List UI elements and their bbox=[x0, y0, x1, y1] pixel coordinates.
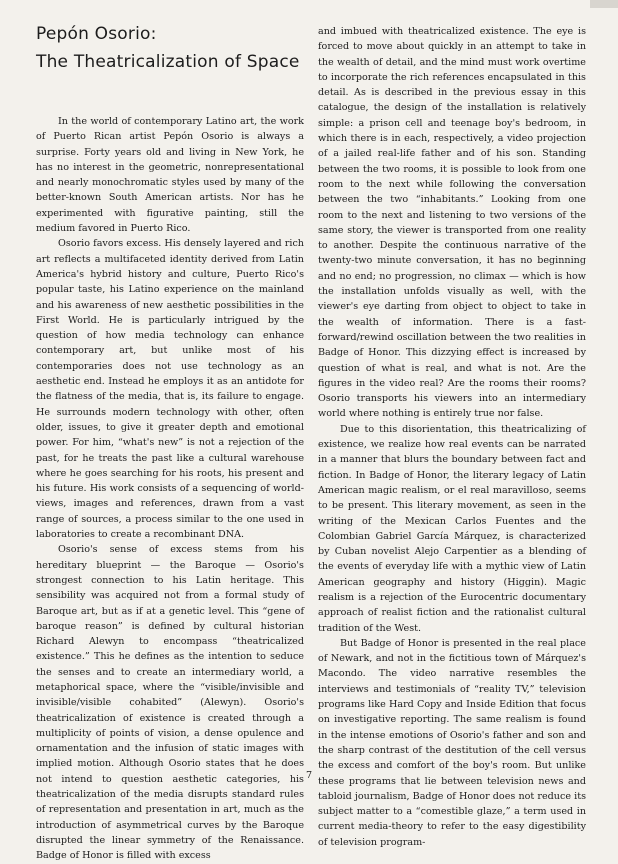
left-column bbox=[36, 22, 304, 864]
paragraph: Due to this disorientation, this theatricalizing of existence, we realize how real events can be narrated in a manner that blurs the boundary between fact and fiction. In Badge of Honor, the literary legacy of Latin American magic realism, or el real maravilloso, seems to be present. This literary movement, as seen in the writing of the Mexican Carlos Fuentes and the Colombian Gabriel García Márquez, is characterized by Cuban novelist Alejo Carpentier as a blending of the events of everyday life with a mythic view of Latin American geography and history (Higgin). Magic realism is a rejection of the Eurocentric documentary approach of realist fiction and the rationalist cultural tradition of the West. bbox=[318, 423, 586, 634]
paragraph: Osorio favors excess. His densely layered and rich art reflects a multifaceted identity derived from Latin America's hybrid history and culture, Puerto Rico's popular taste, his Latino experience on the mainland and his awareness of new aesthetic possibilities in the First World. He is particularly intrigued by the question of how media technology can enhance contemporary art, but unlike most of his contemporaries does not use technology as an aesthetic end. Instead he employs it as an antidote for the flatness of the media, that is, its failure to engage. He surrounds modern technology with other, often older, issues, to give it greater depth and emotional power. For him, “what's new” is not a rejection of the past, for he treats the past like a cultural warehouse where he goes searching for his roots, his present and his future. His work consists of a sequencing of world-views, images and references, drawn from a vast range of sources, a process similar to the one used in laboratories to create a recombinant DNA. bbox=[36, 238, 304, 541]
paragraph: But Badge of Honor is presented in the real place of Newark, and not in the fictitious town of Márquez's Macondo. The video narrative resembles the interviews and testimonials of “reality TV,” television programs like Hard Copy and Inside Edition that focus on investigative reporting. The same realism is found in the intense emotions of Osorio's father and son and the sharp contrast of the destitution of the cell versus the excess and comfort of the boy's room. But unlike these programs that lie between television news and tabloid journalism, Badge of Honor does not reduce its subject matter to a “comestible glaze,” a term used in current media-theory to refer to the easy digestibility of television program- bbox=[318, 637, 586, 848]
right-column bbox=[318, 24, 586, 850]
paragraph: Osorio's sense of excess stems from his hereditary blueprint — the Baroque — Osorio's strongest connection to his Latin heritage. This sensibility was acquired not from a formal study of Baroque art, but as if at a genetic level. This “gene of baroque reason” is defined by cultural historian Richard Alewyn to encompass “theatricalized existence.” This he defines as the intention to seduce the senses and to create an intermediary world, a metaphorical space, where the “visible/invisible and invisible/visible cohabited” (Alewyn). Osorio's theatricalization of existence is created through a multiplicity of points of vision, a dense opulence and ornamentation and the infusion of static images with implied motion. Although Osorio states that he does not intend to question aesthetic categories, his theatricalization of the media disrupts standard rules of representation and presentation in art, much as the introduction of asymmetrical curves by the Baroque disrupted the linear symmetry of the Renaissance. Badge of Honor is filled with excess bbox=[36, 544, 304, 862]
page-title-line-1: Pepón Osorio: bbox=[36, 24, 157, 44]
page-title-line-2: The Theatricalization of Space bbox=[36, 52, 300, 72]
page-corner-shadow bbox=[590, 0, 618, 8]
paragraph: and imbued with theatricalized existence. The eye is forced to move about quickly in an attempt to take in the wealth of detail, and the mind must work overtime to incorporate the rich references encapsulated in this detail. As is described in the previous essay in this catalogue, the design of the installation is relatively simple: a prison cell and teenage boy's bedroom, in which there is in each, respectively, a video projection of a jailed real-life father and of his son. Standing between the two rooms, it is possible to look from one room to the next while following the conversation between the two “inhabitants.” Looking from one room to the next and listening to two versions of the same story, the viewer is transported from one reality to another. Despite the continuous narrative of the twenty-two minute conversation, it has no beginning and no end; no progression, no climax — which is how the installation unfolds visually as well, with the viewer's eye darting from object to object to take in the wealth of information. There is a fast-forward/rewind oscillation between the two realities in Badge of Honor. This dizzying effect is increased by question of what is real, and what is not. Are the figures in the video real? Are the rooms their rooms? Osorio transports his viewers into an intermediary world where nothing is entirely true nor false. bbox=[318, 26, 586, 420]
page-number: 7 bbox=[305, 770, 313, 781]
paragraph: In the world of contemporary Latino art, the work of Puerto Rican artist Pepón Osorio is always a surprise. Forty years old and living in New York, he has no interest in the geometric, nonrepresentational and nearly monochromatic styles used by many of the better-known South American artists. Nor has he experimented with figurative painting, still the medium favored in Puerto Rico. bbox=[36, 116, 304, 235]
